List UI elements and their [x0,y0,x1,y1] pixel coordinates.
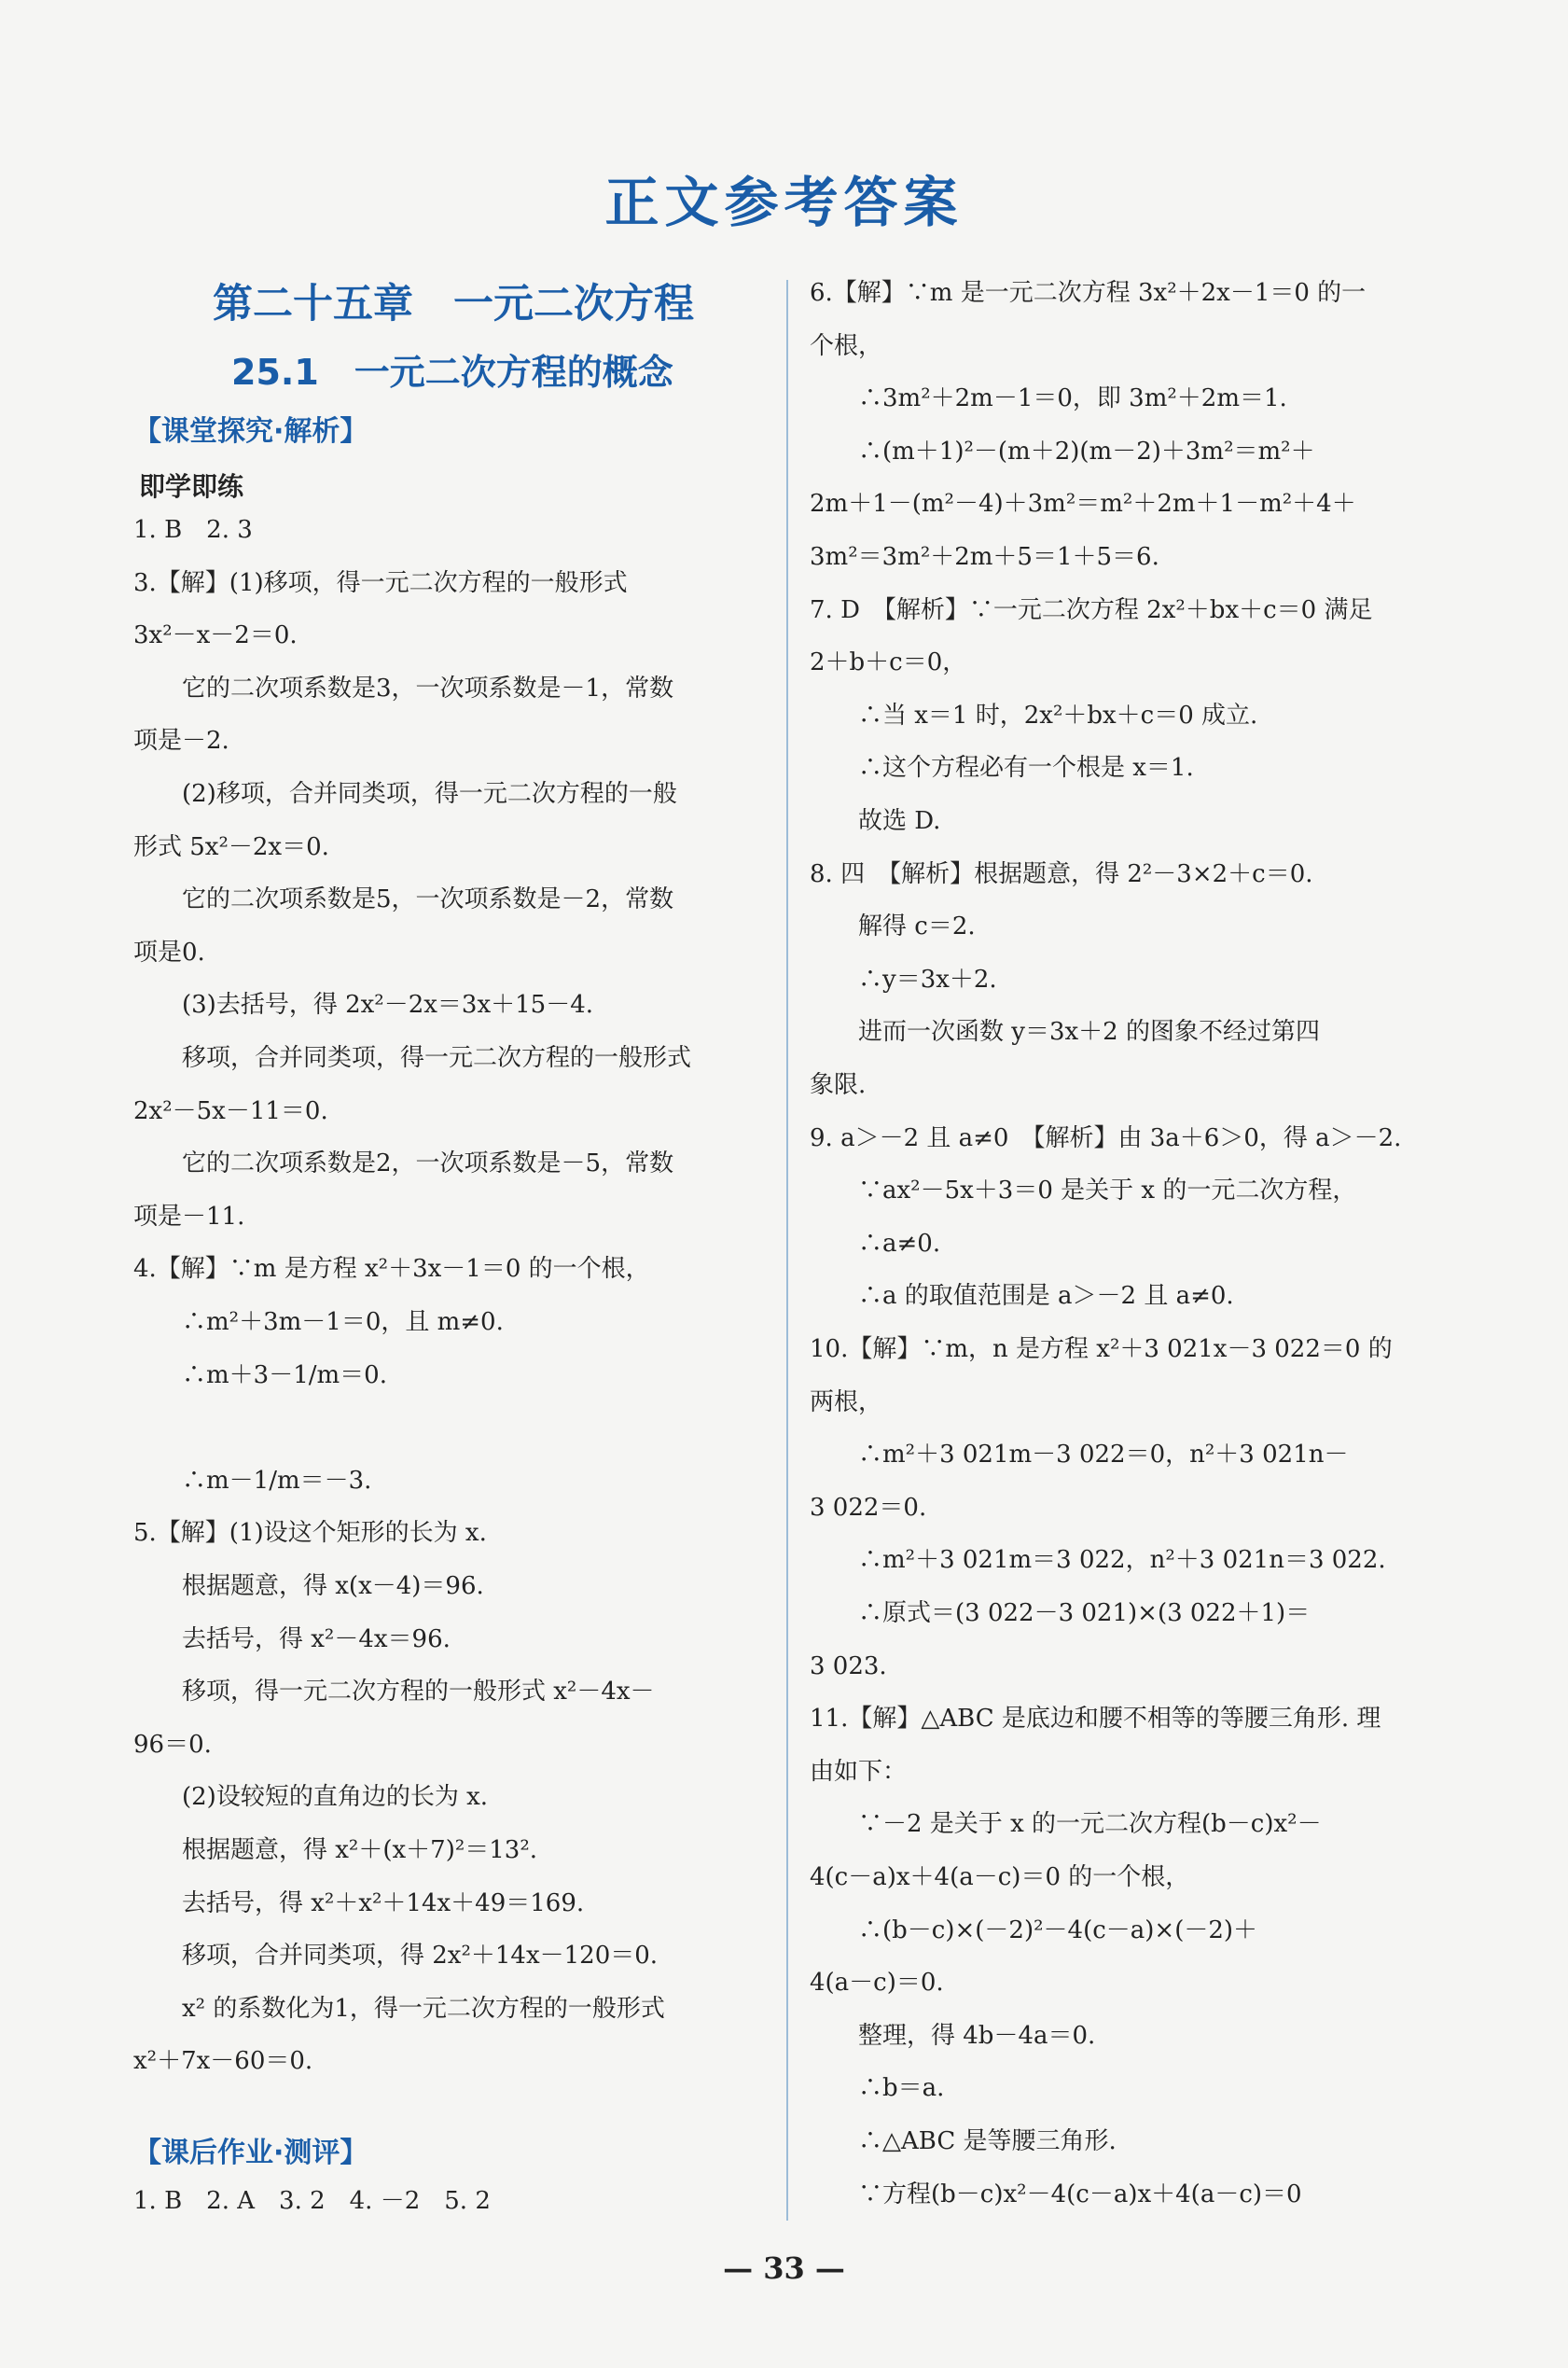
answer-line: 3 023. [810,1651,887,1680]
answer-line: 个根， [810,331,883,360]
answer-line: 整理，得 4b－4a＝0. [810,2021,1096,2050]
answer-line: ∴原式＝(3 022－3 021)×(3 022＋1)＝ [810,1599,1311,1627]
answer-line: 5.【解】(1)设这个矩形的长为 x. [133,1519,487,1548]
answer-line: 它的二次项系数是3，一次项系数是－1，常数 [133,674,674,703]
answer-line: 移项，合并同类项，得一元二次方程的一般形式 [133,1044,692,1072]
answer-line: ∴y＝3x＋2. [810,965,997,994]
answer-line: 4.【解】∵m 是方程 x²＋3x－1＝0 的一个根， [133,1255,650,1284]
homework-answers: 1. B 2. A 3. 2 4. －2 5. 2 [133,2187,491,2215]
answer-line: ∴m²＋3 021m－3 022＝0，n²＋3 021n－ [810,1441,1349,1470]
answer-line: 两根， [810,1387,883,1416]
answer-line: 3.【解】(1)移项，得一元二次方程的一般形式 [133,568,628,597]
answer-line: 根据题意，得 x²＋(x＋7)²＝13². [133,1836,538,1864]
answer-line: 11.【解】△ABC 是底边和腰不相等的等腰三角形. 理 [810,1705,1381,1734]
answer-line: ∴m＋3－1/m＝0. [133,1360,387,1389]
answer-line: 4(a－c)＝0. [810,1969,944,1998]
answer-line: 项是－11. [133,1202,245,1231]
answer-line: 96＝0. [133,1730,212,1759]
answer-line: 去括号，得 x²＋x²＋14x＋49＝169. [133,1888,585,1917]
answer-line: 去括号，得 x²－4x＝96. [133,1624,451,1653]
answer-line: 3m²＝3m²＋2m＋5＝1＋5＝6. [810,543,1159,571]
answer-line: ∴b＝a. [810,2074,945,2103]
answer-line: 3 022＝0. [810,1493,927,1522]
answer-line: ∵方程(b－c)x²－4(c－a)x＋4(a－c)＝0 [810,2180,1302,2208]
answer-line: 进而一次函数 y＝3x＋2 的图象不经过第四 [810,1018,1320,1047]
answer-line: (2)设较短的直角边的长为 x. [133,1783,489,1812]
answer-line: ∴当 x＝1 时，2x²＋bx＋c＝0 成立. [810,701,1258,730]
answer-line: 4(c－a)x＋4(a－c)＝0 的一个根， [810,1863,1190,1891]
answer-line: 10.【解】∵m，n 是方程 x²＋3 021x－3 022＝0 的 [810,1335,1393,1363]
answer-line: 移项，得一元二次方程的一般形式 x²－4x－ [133,1678,655,1706]
answer-line: ∴△ABC 是等腰三角形. [810,2127,1117,2155]
answer-line: ∴这个方程必有一个根是 x＝1. [810,754,1194,783]
answer-line: ∴m²＋3m－1＝0，且 m≠0. [133,1308,504,1336]
answer-line: 形式 5x²－2x＝0. [133,832,329,861]
chapter-heading: 第二十五章 一元二次方程 [213,281,694,327]
subheading-practice: 即学即练 [139,471,244,502]
answer-line: ∴a≠0. [810,1229,941,1258]
answer-line: ∵ax²－5x＋3＝0 是关于 x 的一元二次方程， [810,1177,1357,1205]
page-title: 正文参考答案 [604,171,964,234]
answer-line: 项是0. [133,938,205,967]
answer-line: 3x²－x－2＝0. [133,621,298,650]
answer-line: 9. a＞－2 且 a≠0 【解析】由 3a＋6＞0，得 a＞－2. [810,1123,1402,1152]
answer-line: 移项，合并同类项，得 2x²＋14x－120＝0. [133,1942,659,1971]
tag-class-explore: 【课堂探究·解析】 [133,415,368,448]
answer-line: ∵－2 是关于 x 的一元二次方程(b－c)x²－ [810,1810,1322,1839]
answer-line: 6.【解】∵m 是一元二次方程 3x²＋2x－1＝0 的一 [810,279,1367,307]
answer-line: x²＋7x－60＝0. [133,2047,313,2076]
page-number: — 33 — [723,2250,845,2286]
answer-line: 2m＋1－(m²－4)＋3m²＝m²＋2m＋1－m²＋4＋ [810,490,1356,519]
answer-line: 解得 c＝2. [810,912,976,941]
answer-line: 故选 D. [810,807,941,835]
answer-line: ∴m²＋3 021m＝3 022，n²＋3 021n＝3 022. [810,1546,1386,1575]
answer-line: (3)去括号，得 2x²－2x＝3x＋15－4. [133,991,594,1020]
answer-line: 它的二次项系数是5，一次项系数是－2，常数 [133,885,674,914]
answer-line: (2)移项，合并同类项，得一元二次方程的一般 [133,780,677,808]
answer-line: 象限. [810,1071,867,1099]
answer-line: ∴m－1/m＝－3. [133,1466,372,1495]
section-heading: 25.1 一元二次方程的概念 [231,352,673,393]
answer-line: 项是－2. [133,727,229,756]
answer-line: ∴3m²＋2m－1＝0，即 3m²＋2m＝1. [810,384,1287,413]
answer-line: 2＋b＋c＝0， [810,648,967,677]
answer-line: ∴(b－c)×(－2)²－4(c－a)×(－2)＋ [810,1915,1258,1944]
answer-line: ∴a 的取值范围是 a＞－2 且 a≠0. [810,1282,1234,1311]
answer-line: 根据题意，得 x(x－4)＝96. [133,1572,484,1600]
answer-line: 1. B 2. 3 [133,516,253,544]
answer-line: 7. D 【解析】∵一元二次方程 2x²＋bx＋c＝0 满足 [810,595,1373,624]
answer-line: 2x²－5x－11＝0. [133,1096,328,1125]
answer-line: ∴(m＋1)²－(m＋2)(m－2)＋3m²＝m²＋ [810,437,1315,466]
column-divider [786,280,788,2221]
answer-line: 它的二次项系数是2，一次项系数是－5，常数 [133,1149,674,1178]
answer-line: 8. 四 【解析】根据题意，得 2²－3×2＋c＝0. [810,859,1313,888]
tag-homework: 【课后作业·测评】 [133,2137,368,2169]
answer-line: 由如下： [810,1757,908,1786]
answer-line: x² 的系数化为1，得一元二次方程的一般形式 [133,1994,665,2023]
